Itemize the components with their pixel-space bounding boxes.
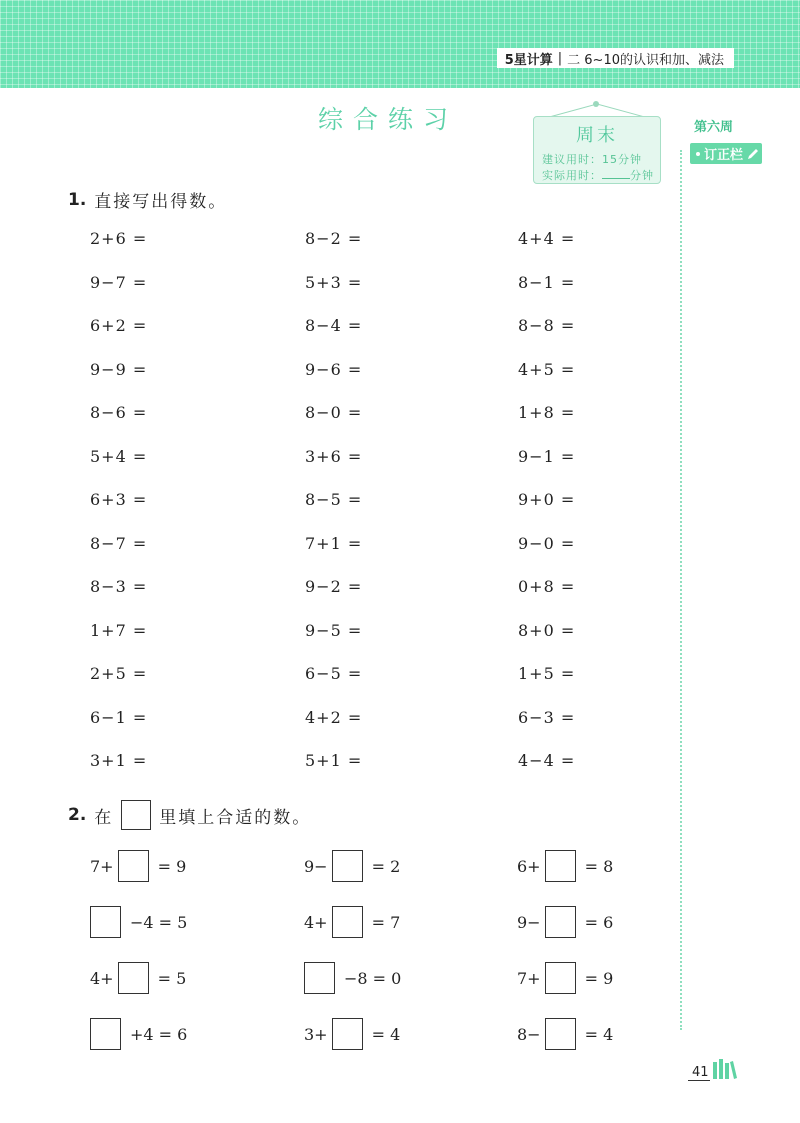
equation: 9−1 = [518,446,576,466]
equation: 0+8 = [518,577,576,596]
equation: 6+2 = [90,316,148,335]
fill-in-item [517,1018,613,1050]
fill-in-suffix: = 9 [584,968,614,988]
equation: 5+1 = [305,751,363,770]
equation: 8+0 = [518,620,576,640]
actual-time-blank[interactable] [602,169,630,179]
fill-in-prefix: 3+ [304,1024,328,1044]
answer-box[interactable] [118,962,149,994]
fill-in-item [90,962,186,994]
fill-in-item [90,1018,187,1050]
correction-column-divider [680,150,682,1030]
week-label: 第六周 [694,120,734,135]
fill-in-suffix: = 6 [584,912,614,932]
equation: 1+5 = [518,664,576,683]
fill-in-item [90,850,186,882]
card-heading: 周末 [576,125,618,146]
fill-in-prefix: 9− [517,912,541,932]
equation: 1+8 = [518,403,576,422]
fill-in-prefix: 4+ [90,968,114,988]
answer-box[interactable] [545,962,576,994]
page-number-underline [688,1080,710,1081]
equation: 2+6 = [90,229,148,248]
fill-in-prefix: 4+ [304,912,328,932]
bullet-icon [696,152,700,156]
equation: 3+6 = [305,446,363,466]
equation: 6−1 = [90,707,148,727]
header-band [0,0,800,88]
section-2-title [68,800,311,830]
equation: 3+1 = [90,751,148,770]
fill-in-suffix: = 2 [371,856,401,876]
answer-box[interactable] [90,1018,121,1050]
equation: 8−2 = [305,229,363,248]
answer-box[interactable] [332,850,363,882]
actual-time [542,167,654,183]
fill-in-prefix: 9− [304,856,328,876]
equation: 9−2 = [305,577,363,596]
books-icon [712,1058,738,1080]
header-separator: | [557,50,563,66]
equation: 7+1 = [305,533,363,553]
answer-box[interactable] [545,850,576,882]
section-2-number: 2. [68,805,87,825]
fill-in-prefix: 6+ [517,856,541,876]
suggested-time: 建议用时：15分钟 [542,153,642,166]
equation: 4−4 = [518,751,576,770]
fill-in-suffix: = 9 [157,856,187,876]
answer-box[interactable] [332,906,363,938]
answer-box[interactable] [118,850,149,882]
fill-in-suffix: = 4 [584,1024,614,1044]
equation: 8−1 = [518,272,576,292]
equation: 8−6 = [90,403,148,422]
section-1-title [68,187,227,212]
equation: 6−5 = [305,664,363,683]
equation: 6+3 = [90,490,148,509]
fill-in-item [304,1018,400,1050]
example-box [121,800,151,830]
equation: 4+4 = [518,229,576,248]
equation: 8−8 = [518,316,576,335]
equation: 9−9 = [90,359,148,379]
equation: 8−4 = [305,316,363,335]
equation: 2+5 = [90,664,148,683]
equation: 5+4 = [90,446,148,466]
header-label [497,48,734,68]
fill-in-suffix: +4 = 6 [130,1024,188,1044]
equation: 9+0 = [518,490,576,509]
equation: 6−3 = [518,707,576,727]
series-name: 5星计算 [504,52,553,68]
equation: 4+5 = [518,359,576,379]
section-1-number: 1. [68,189,87,210]
fill-in-item [90,906,187,938]
fill-in-prefix: 8− [517,1024,541,1044]
section-2-instruction-after: 里填上合适的数。 [159,807,312,828]
page-title: 综合练习 [318,105,459,134]
actual-time-prefix: 实际用时： [542,169,602,182]
fill-in-suffix: −8 = 0 [344,968,402,988]
fill-in-suffix: = 7 [371,912,401,932]
fill-in-item [304,962,401,994]
equation: 1+7 = [90,620,148,640]
equation: 9−0 = [518,533,576,553]
equation: 8−7 = [90,533,148,553]
equation: 8−0 = [305,403,363,422]
equation: 9−7 = [90,272,148,292]
equation: 8−5 = [305,490,363,509]
fill-in-prefix: 7+ [517,968,541,988]
fill-in-prefix: 7+ [90,856,114,876]
section-2-instruction-before: 在 [94,807,114,828]
fill-in-suffix: −4 = 5 [130,912,188,932]
answer-box[interactable] [545,1018,576,1050]
pencil-icon [746,147,760,161]
answer-box[interactable] [90,906,121,938]
unit-name: 二 6~10的认识和加、减法 [567,52,724,68]
section-1-instruction: 直接写出得数。 [94,192,228,212]
equation: 9−6 = [305,359,363,379]
fill-in-suffix: = 4 [371,1024,401,1044]
answer-box[interactable] [304,962,335,994]
equation: 4+2 = [305,707,363,727]
actual-time-suffix: 分钟 [630,169,654,182]
fill-in-item [517,906,613,938]
equation: 5+3 = [305,272,363,292]
fill-in-item [304,850,400,882]
fill-in-item [517,962,613,994]
fill-in-suffix: = 5 [157,968,187,988]
weekend-card [533,116,661,184]
answer-box[interactable] [545,906,576,938]
page-number: 41 [692,1065,709,1080]
fill-in-item [517,850,613,882]
equation: 8−3 = [90,577,148,596]
answer-box[interactable] [332,1018,363,1050]
fill-in-item [304,906,400,938]
correction-label: 订正栏 [704,148,744,163]
equation: 9−5 = [305,620,363,640]
fill-in-suffix: = 8 [584,856,614,876]
correction-tag [690,143,762,164]
